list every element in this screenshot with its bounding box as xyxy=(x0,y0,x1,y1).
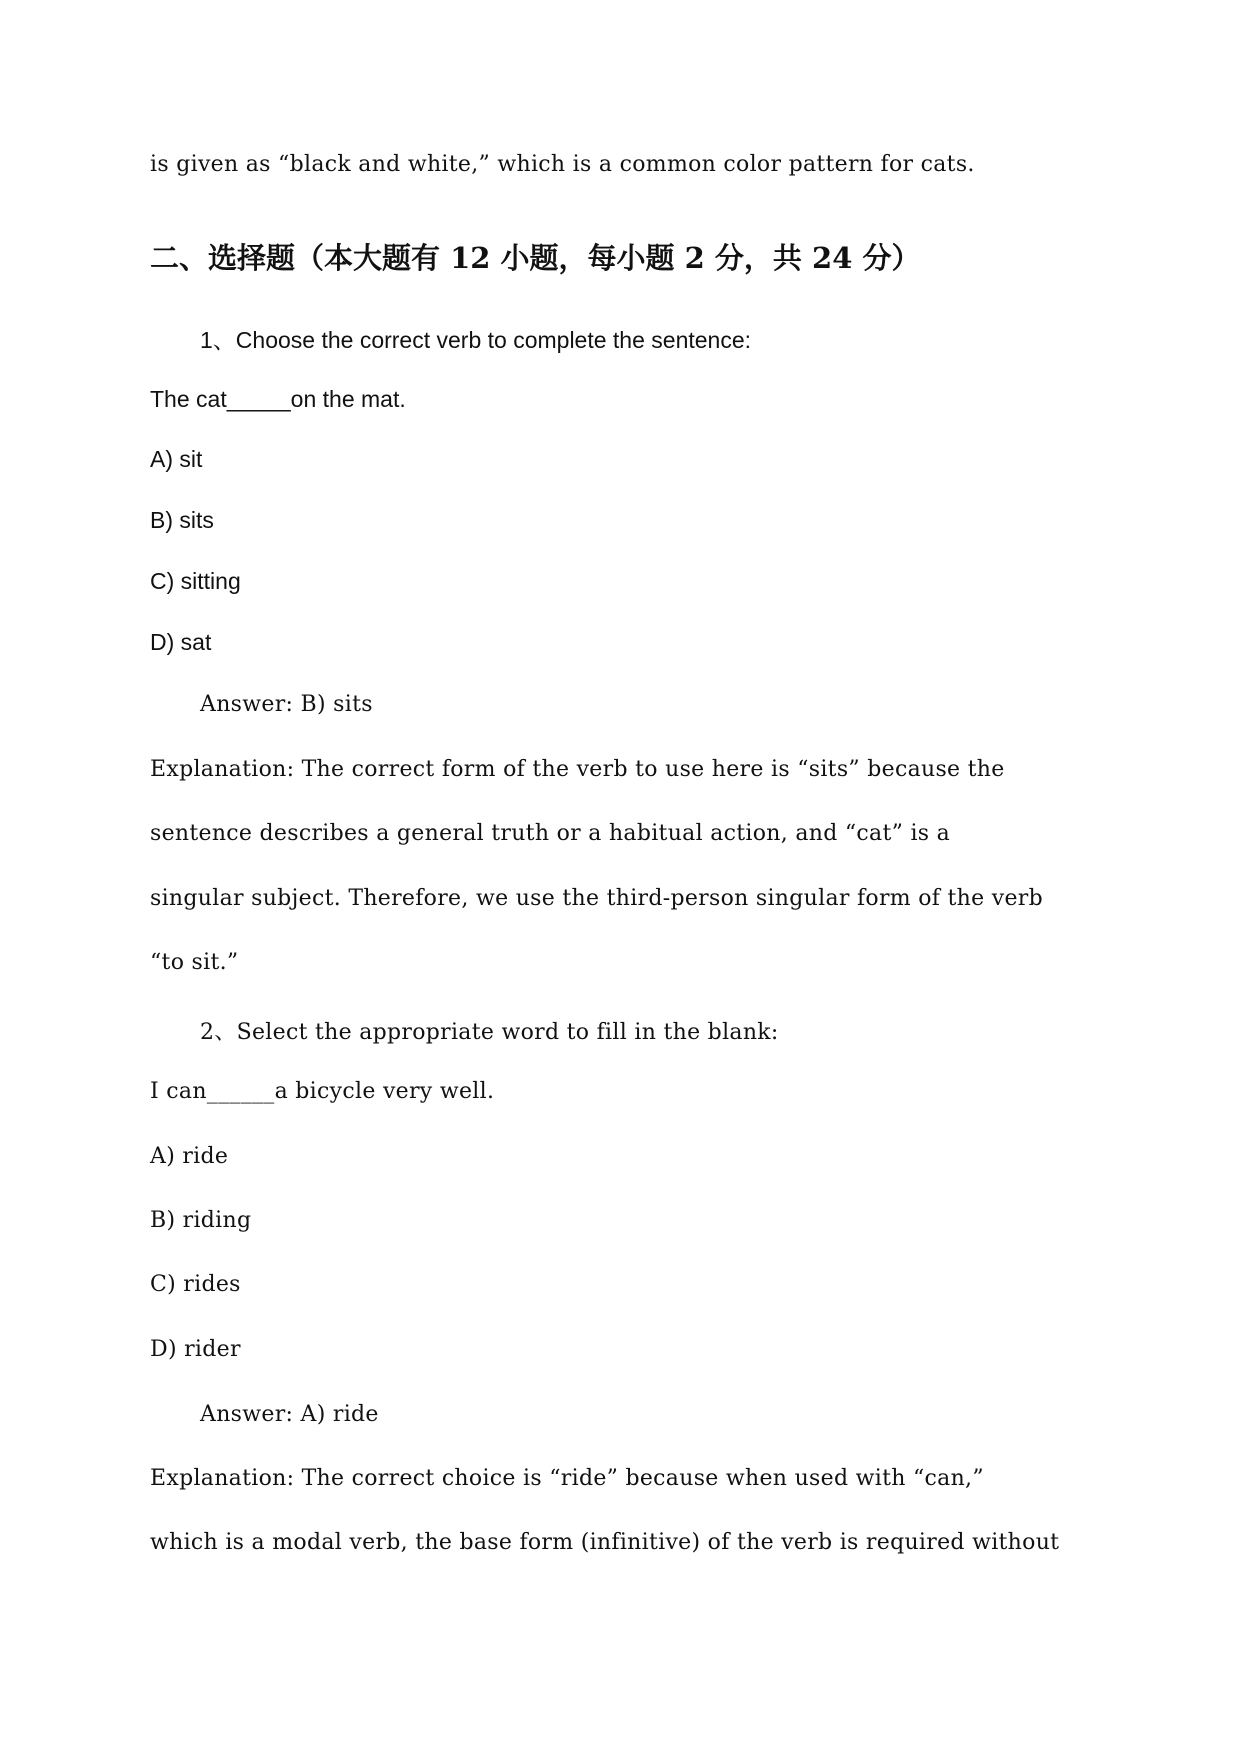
question-2-prompt: 2、Select the appropriate word to fill in the blank: xyxy=(200,1020,779,1045)
question-1-explanation-line-4: “to sit.” xyxy=(150,950,239,975)
question-1-option-b: B) sits xyxy=(150,507,214,533)
question-1-option-a: A) sit xyxy=(150,446,203,472)
question-2-explanation-line-2: which is a modal verb, the base form (infinitive) of the verb is required without xyxy=(150,1530,1060,1555)
question-2-option-a: A) ride xyxy=(150,1144,229,1169)
question-1-explanation-line-3: singular subject. Therefore, we use the third-person singular form of the verb xyxy=(150,886,1044,911)
question-2-answer: Answer: A) ride xyxy=(200,1402,379,1427)
question-1-sentence: The cat_____on the mat. xyxy=(150,386,406,412)
question-1-prompt: 1、Choose the correct verb to complete the sentence: xyxy=(200,327,752,353)
question-1-option-c: C) sitting xyxy=(150,568,241,594)
question-1-option-d: D) sat xyxy=(150,629,212,655)
question-1-explanation-line-1: Explanation: The correct form of the verb to use here is “sits” because the xyxy=(150,757,1005,782)
section-heading: 二、选择题（本大题有 12 小题，每小题 2 分，共 24 分） xyxy=(150,241,921,275)
question-2-option-d: D) rider xyxy=(150,1337,241,1362)
continuation-text: is given as “black and white,” which is a common color pattern for cats. xyxy=(150,152,975,177)
question-2-option-b: B) riding xyxy=(150,1208,252,1233)
question-2-explanation-line-1: Explanation: The correct choice is “ride” because when used with “can,” xyxy=(150,1466,984,1491)
question-1-answer: Answer: B) sits xyxy=(200,692,373,717)
question-2-sentence: I can______a bicycle very well. xyxy=(150,1079,495,1104)
question-2-option-c: C) rides xyxy=(150,1272,241,1297)
question-1-explanation-line-2: sentence describes a general truth or a habitual action, and “cat” is a xyxy=(150,821,951,846)
